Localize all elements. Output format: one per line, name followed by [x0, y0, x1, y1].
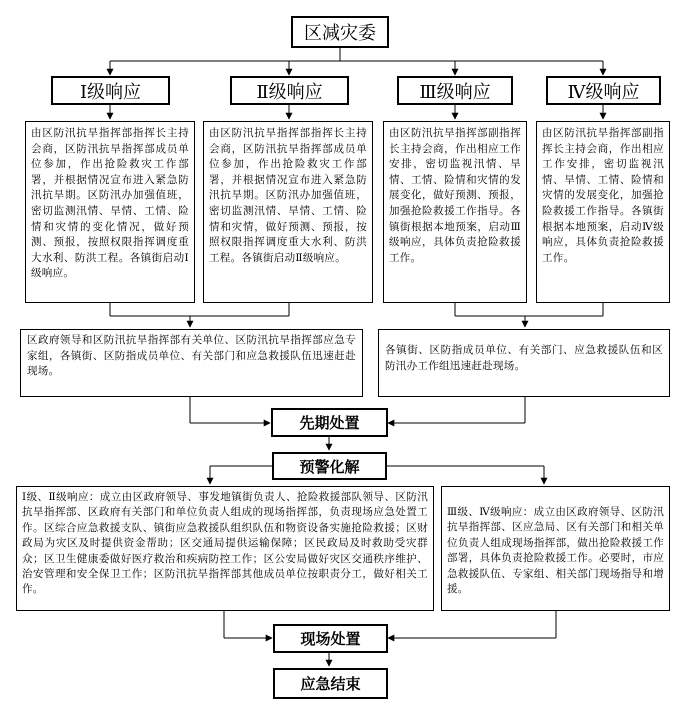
committee-title: 区减灾委: [304, 23, 376, 44]
emergency-end-box: [273, 668, 388, 699]
level-2-title: Ⅱ级响应: [256, 81, 323, 103]
level-2-description: [203, 121, 373, 303]
initial-response-box: [271, 408, 388, 437]
dispatch-right-box: [378, 329, 670, 397]
level-3-text: 由区防汛抗旱指挥部副指挥长主持会商，作出相应工作安排，密切监视汛情、旱情、工情、险情和灾情的发展变化，做好预测、预报，加强抢险救援工作指导。各镇街根据本地预案，启动Ⅲ级响应，具体负责抢险救援工作。: [389, 127, 521, 264]
initial-response-label: 先期处置: [299, 414, 360, 432]
level-4-title: Ⅳ级响应: [567, 81, 640, 103]
level-2-title-box: [230, 76, 349, 105]
disaster-reduction-committee-box: [291, 16, 389, 48]
dispatch-left-text: 区政府领导和区防汛抗旱指挥部有关单位、区防汛抗旱指挥部应急专家组，各镇街、区防指成员单位、有关部门和应急救援队伍迅速赶赴现场。: [27, 334, 356, 378]
level-4-text: 由区防汛抗旱指挥部副指挥长主持会商，作出相应工作安排，密切监视汛情、旱情、工情、险情和灾情的发展变化，加强抢险救援工作指导。各镇街根据本地预案，启动Ⅳ级响应，具体负责抢险救援工作。: [542, 127, 664, 264]
measures-right-box: [441, 486, 670, 611]
level-3-title-box: [397, 76, 513, 105]
level-3-description: [383, 121, 527, 303]
level-2-text: 由区防汛抗旱指挥部指挥长主持会商，区防汛抗旱指挥部成员单位参加，作出抢险救灾工作部署，并根据情况宣布进入紧急防汛抗旱期。区防汛办加强值班，密切监测汛情、旱情、工情、险情和灾情，做好预测、预报，按照权限指挥调度重大水利、防洪工程。各镇街启动Ⅱ级响应。: [209, 127, 367, 264]
warning-resolution-label: 预警化解: [299, 457, 360, 476]
measures-right-text: Ⅲ级、Ⅳ级响应：成立由区政府领导、区防汛抗旱指挥部、区应急局、区有关部门和相关单位负责人组成现场指挥部，做出抢险救援工作部署，具体负责抢险救援工作。必要时，市应急救援队伍、专家组、相关部门现场指导和增援。: [447, 506, 664, 596]
onsite-response-box: [273, 624, 388, 653]
emergency-end-label: 应急结束: [300, 675, 361, 693]
level-1-title-box: [51, 76, 170, 105]
measures-left-box: [16, 486, 434, 611]
onsite-response-label: 现场处置: [300, 630, 361, 648]
level-1-text: 由区防汛抗旱指挥部指挥长主持会商，区防汛抗旱指挥部成员单位参加，作出抢险救灾工作部署，并根据情况宣布进入紧急防汛抗旱期。区防汛办加强值班，密切监测汛情、旱情、工情、险情和灾情的变化情况，做好预测、预报，按照权限指挥调度重大水利、防洪工程。各镇街启动Ⅰ级响应。: [31, 127, 189, 280]
level-1-title: Ⅰ级响应: [79, 81, 142, 103]
level-4-description: [536, 121, 670, 303]
warning-resolution-box: [272, 452, 387, 480]
dispatch-right-text: 各镇街、区防指成员单位、有关部门、应急救援队伍和区防汛办工作组迅速赶赴现场。: [385, 344, 663, 372]
level-4-title-box: [546, 76, 661, 105]
level-1-description: [25, 121, 195, 303]
level-3-title: Ⅲ级响应: [419, 81, 491, 103]
dispatch-left-box: [20, 329, 363, 397]
measures-left-text: Ⅰ级、Ⅱ级响应：成立由区政府领导、事发地镇街负责人、抢险救援部队领导、区防汛抗旱指挥部、区政府有关部门和单位负责人组成的现场指挥部，负责现场应急处置工作。区综合应急救援支队、镇街应急救援队组织队伍和物资设备实施抢险救援；区财政局为灾区及时提供资金帮助；区交通局提供运输保障；区民政局及时救助受灾群众；区卫生健康委做好医疗救治和疾病防控工作；区公安局做好灾区交通秩序维护、治安管理和安全保卫工作；区防汛抗旱指挥部其他成员单位按职责分工，做好相关工作。: [22, 491, 428, 596]
